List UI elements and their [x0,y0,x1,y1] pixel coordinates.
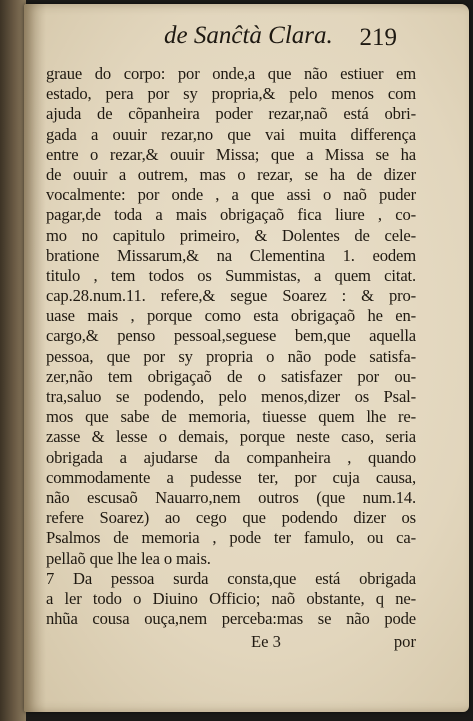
text-line: bratione Missarum,& na Clementina 1. eodem [46,245,416,265]
body-text [46,64,416,629]
text-line: entre o rezar,& ouuir Missa; que a Missa se ha [46,144,416,164]
text-line: cargo,& penso pessoal,seguese bem,que aquella [46,326,416,346]
text-line: commodamente a pudesse ter, por cuja causa, [46,467,416,487]
facing-page-edge [0,0,26,721]
text-line: de ouuir a outrem, mas o rezar, se ha de dizer [46,164,416,184]
text-line: gada a ouuir rezar,no que vai muita differença [46,124,416,144]
text-line: refere Soarez) ao cego que podendo dizer os [46,508,416,528]
text-line: pellaõ que lhe lea o mais. [46,548,211,568]
text-line: a ler todo o Diuino Officio; naõ obstante, q ne- [46,588,416,608]
running-title: de Sanĉtà Clara. [164,22,333,49]
text-line: mos que sabe de memoria, tiuesse quem lhe re- [46,407,416,427]
book-page [24,4,469,712]
text-line: estado, pera por sy propria,& pelo menos com [46,84,416,104]
text-line: tra,saluo se podendo, pelo menos,dizer os Psal- [46,387,416,406]
text-line: graue do corpo: por onde,a que não estiuer em [46,64,416,83]
page-number: 219 [359,24,397,51]
catchword: por [393,632,416,651]
text-line: Psalmos de memoria , pode ter famulo, ou ca- [46,528,416,548]
gutter-shadow [24,4,46,712]
text-line: nhũa cousa ouça,nem perceba:mas se não pode [46,609,416,629]
text-line: zer,não tem obrigaçaõ de o satisfazer por ou- [46,366,416,386]
text-line: vocalmente: por onde , a que assi o naõ puder [46,185,416,205]
text-line: uase mais , porque como esta obrigaçaõ he en- [46,306,416,326]
text-line: cap.28.num.11. refere,& segue Soarez : & pro- [46,286,416,306]
text-line: zasse & lesse o demais, porque neste caso, seria [46,427,416,447]
text-line: pagar,de toda a mais obrigaçaõ fica liure , co- [46,205,416,225]
text-line: não escusaõ Nauarro,nem outros (que num.14. [46,487,416,507]
signature-mark: Ee 3 [251,632,281,651]
footer-line [46,632,416,652]
text-line: mo no capitulo primeiro, & Dolentes de cele- [46,225,416,245]
text-line: obrigada a ajudarse da companheira , quando [46,447,416,467]
paragraph-7-start: 7 Da pessoa surda consta,que está obrigada [46,568,416,588]
text-line: ajuda de cõpanheira poder rezar,naõ está obri- [46,104,416,124]
text-line: pessoa, que por sy propria o não pode satisfa- [46,346,416,366]
text-line: titulo , tem todos os Summistas, a quem citat. [46,265,416,285]
